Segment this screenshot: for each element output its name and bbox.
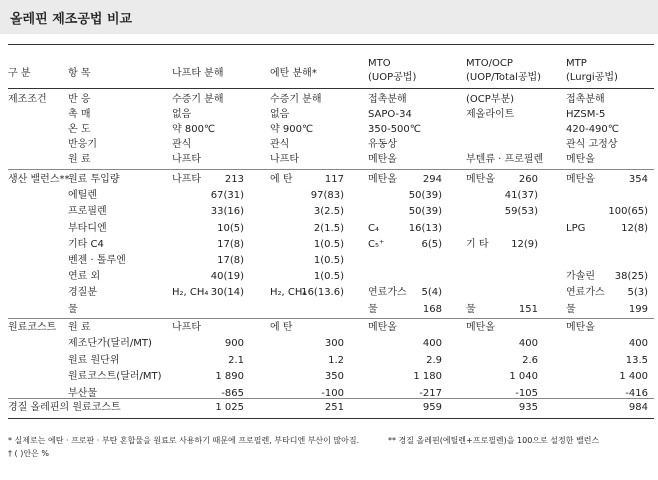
balance-ethane-value: 3(2.5) bbox=[313, 206, 344, 218]
total-mto: 959 bbox=[422, 402, 442, 413]
balance-ethane-value: 97(83) bbox=[310, 190, 344, 202]
balance-ocp-label: 물 bbox=[466, 303, 476, 315]
condition-naphtha: 약 800℃ bbox=[172, 124, 216, 135]
condition-ethane: 나프타 bbox=[270, 154, 299, 165]
total-label: 경질 올레핀의 원료코스트 bbox=[8, 402, 121, 413]
condition-mtp: 관식 고정상 bbox=[566, 139, 618, 150]
balance-ocp-value: 151 bbox=[518, 303, 538, 315]
cost-mto: 메탄올 bbox=[368, 322, 397, 333]
balance-item: 벤젠 · 톨루엔 bbox=[68, 255, 126, 266]
balance-item: 프로필렌 bbox=[68, 206, 107, 218]
cost-mtp: 1 400 bbox=[619, 371, 648, 383]
condition-item: 반 응 bbox=[68, 94, 91, 105]
balance-mto-value: 50(39) bbox=[408, 190, 442, 202]
header-mto-sub: (UOP공법) bbox=[368, 72, 417, 83]
cost-item: 원료 원단위 bbox=[68, 354, 120, 366]
balance-mto-value: 294 bbox=[422, 174, 442, 185]
condition-naphtha: 없음 bbox=[172, 109, 192, 120]
condition-mtp: 접촉분해 bbox=[566, 94, 605, 105]
balance-mto-value: 6(5) bbox=[421, 238, 442, 250]
condition-mto: SAPO-34 bbox=[368, 109, 412, 120]
balance-mto-label: 메탄올 bbox=[368, 174, 397, 185]
cost-naphtha: 900 bbox=[224, 338, 244, 350]
balance-mtp-label: 가솔린 bbox=[566, 271, 595, 283]
total-mtp: 984 bbox=[628, 402, 648, 413]
balance-item: 물 bbox=[68, 303, 78, 315]
cost-ethane: 300 bbox=[324, 338, 344, 350]
section-divider bbox=[8, 169, 654, 170]
cost-mtp: 메탄올 bbox=[566, 322, 595, 333]
balance-mtp-value: 38(25) bbox=[614, 271, 648, 283]
balance-naphtha-value: 30(14) bbox=[210, 287, 244, 299]
balance-item: 에틸렌 bbox=[68, 190, 97, 202]
balance-ethane-value: 2(1.5) bbox=[313, 222, 344, 234]
balance-mto-value: 168 bbox=[422, 303, 442, 315]
header-mtp: MTP bbox=[566, 58, 587, 69]
header-mto-ocp-sub: (UOP/Total공법) bbox=[466, 72, 542, 83]
balance-mto-label: 물 bbox=[368, 303, 378, 315]
section-divider bbox=[8, 318, 654, 319]
condition-ethane: 없음 bbox=[270, 109, 290, 120]
balance-ocp-value: 59(53) bbox=[504, 206, 538, 218]
cost-ocp: -105 bbox=[515, 387, 538, 399]
condition-ocp: 부텐류 · 프로필렌 bbox=[466, 154, 544, 165]
cost-mtp: 400 bbox=[628, 338, 648, 350]
section-label-cost: 원료코스트 bbox=[8, 322, 57, 333]
balance-ocp-label: 기 타 bbox=[466, 238, 489, 250]
cost-item: 원료코스트(달러/MT) bbox=[68, 371, 162, 383]
header-ethane: 에탄 분해* bbox=[270, 68, 317, 79]
balance-mtp-label: 메탄올 bbox=[566, 174, 595, 185]
cost-naphtha: 나프타 bbox=[172, 322, 201, 333]
cost-mto: -217 bbox=[419, 387, 442, 399]
balance-mto-value: 5(4) bbox=[421, 287, 442, 299]
total-ocp: 935 bbox=[518, 402, 538, 413]
balance-mtp-label: 연료가스 bbox=[566, 287, 605, 299]
balance-ocp-label: 메탄올 bbox=[466, 174, 495, 185]
balance-mto-label: C₄ bbox=[368, 222, 379, 234]
cost-naphtha: -865 bbox=[221, 387, 244, 399]
cost-mto: 400 bbox=[422, 338, 442, 350]
condition-ethane: 관식 bbox=[270, 139, 290, 150]
balance-item: 원료 투입량 bbox=[68, 174, 120, 185]
cost-mto: 2.9 bbox=[426, 354, 442, 366]
condition-ethane: 수증기 분해 bbox=[270, 94, 322, 105]
balance-mtp-value: 100(65) bbox=[608, 206, 648, 218]
cost-ethane: 1.2 bbox=[328, 354, 344, 366]
cost-ethane: -100 bbox=[321, 387, 344, 399]
section-label-condition: 제조조건 bbox=[8, 94, 47, 105]
total-ethane: 251 bbox=[324, 402, 344, 413]
balance-mto-value: 50(39) bbox=[408, 206, 442, 218]
balance-naphtha-label: 나프타 bbox=[172, 174, 201, 185]
balance-ethane-value: 1(0.5) bbox=[313, 238, 344, 250]
condition-naphtha: 나프타 bbox=[172, 154, 201, 165]
cost-item: 제조단가(달러/MT) bbox=[68, 338, 152, 350]
total-naphtha: 1 025 bbox=[215, 402, 244, 413]
balance-item: 부타디엔 bbox=[68, 222, 107, 234]
cost-ocp: 400 bbox=[518, 338, 538, 350]
condition-item: 원 료 bbox=[68, 154, 91, 165]
condition-item: 촉 매 bbox=[68, 109, 91, 120]
title-bar bbox=[0, 0, 658, 34]
header-bottom-border bbox=[8, 88, 654, 89]
condition-mto: 유동상 bbox=[368, 139, 397, 150]
balance-naphtha-label: H₂, CH₄ bbox=[172, 287, 209, 299]
balance-item: 경질분 bbox=[68, 287, 97, 299]
balance-item: 기타 C4 bbox=[68, 238, 104, 250]
balance-naphtha-value: 40(19) bbox=[210, 271, 244, 283]
balance-mto-value: 16(13) bbox=[408, 222, 442, 234]
balance-mto-label: 연료가스 bbox=[368, 287, 407, 299]
cost-naphtha: 1 890 bbox=[215, 371, 244, 383]
cost-ethane: 350 bbox=[324, 371, 344, 383]
condition-mto: 접촉분해 bbox=[368, 94, 407, 105]
balance-mtp-value: 12(8) bbox=[621, 222, 648, 234]
balance-ethane-value: 117 bbox=[324, 174, 344, 185]
balance-mto-label: C₅⁺ bbox=[368, 238, 385, 250]
balance-mtp-label: LPG bbox=[566, 222, 586, 234]
cost-ocp: 1 040 bbox=[509, 371, 538, 383]
balance-ethane-value: 16(13.6) bbox=[301, 287, 344, 299]
header-item: 항 목 bbox=[68, 68, 91, 79]
balance-ocp-value: 260 bbox=[518, 174, 538, 185]
balance-ethane-label: H₂, CH₄ bbox=[270, 287, 307, 299]
cost-item: 부산물 bbox=[68, 387, 97, 399]
header-naphtha: 나프타 분해 bbox=[172, 68, 224, 79]
balance-ethane-value: 1(0.5) bbox=[313, 255, 344, 266]
balance-mtp-label: 물 bbox=[566, 303, 576, 315]
cost-item: 원 료 bbox=[68, 322, 91, 333]
balance-naphtha-value: 213 bbox=[224, 174, 244, 185]
cost-ocp: 메탄올 bbox=[466, 322, 495, 333]
condition-mtp: HZSM-5 bbox=[566, 109, 606, 120]
balance-ethane-label: 에 탄 bbox=[270, 174, 293, 185]
balance-naphtha-value: 17(8) bbox=[217, 255, 244, 266]
condition-naphtha: 수증기 분해 bbox=[172, 94, 224, 105]
balance-mtp-value: 5(3) bbox=[627, 287, 648, 299]
balance-naphtha-value: 67(31) bbox=[210, 190, 244, 202]
condition-item: 반응기 bbox=[68, 139, 97, 150]
cost-naphtha: 2.1 bbox=[228, 354, 244, 366]
section-label-balance: 생산 밸런스** bbox=[8, 174, 70, 185]
header-mto-ocp: MTO/OCP bbox=[466, 58, 513, 69]
cost-mto: 1 180 bbox=[413, 371, 442, 383]
header-category: 구 분 bbox=[8, 68, 31, 79]
condition-ocp: (OCP부분) bbox=[466, 94, 515, 105]
section-divider bbox=[8, 398, 654, 399]
balance-naphtha-value: 17(8) bbox=[217, 238, 244, 250]
cost-ocp: 2.6 bbox=[522, 354, 538, 366]
table-top-border bbox=[8, 44, 654, 45]
footnote-2: ** 경질 올레핀(에틸렌+프로필렌)을 100으로 설정한 밸런스 bbox=[388, 436, 600, 445]
header-mtp-sub: (Lurgi공법) bbox=[566, 72, 618, 83]
condition-mto: 메탄올 bbox=[368, 154, 397, 165]
table-bottom-border bbox=[8, 418, 654, 419]
condition-mtp: 메탄올 bbox=[566, 154, 595, 165]
balance-mtp-value: 199 bbox=[628, 303, 648, 315]
condition-item: 온 도 bbox=[68, 124, 91, 135]
condition-mto: 350-500℃ bbox=[368, 124, 422, 135]
balance-naphtha-value: 33(16) bbox=[210, 206, 244, 218]
page-title: 올레핀 제조공법 비교 bbox=[10, 12, 133, 27]
balance-ethane-value: 1(0.5) bbox=[313, 271, 344, 283]
balance-naphtha-value: 10(5) bbox=[217, 222, 244, 234]
condition-ethane: 약 900℃ bbox=[270, 124, 314, 135]
footnote-3: † ( )안은 % bbox=[8, 449, 49, 458]
balance-mtp-value: 354 bbox=[628, 174, 648, 185]
cost-ethane: 에 탄 bbox=[270, 322, 293, 333]
header-mto: MTO bbox=[368, 58, 391, 69]
cost-mtp: -416 bbox=[625, 387, 648, 399]
condition-ocp: 제올라이트 bbox=[466, 109, 515, 120]
cost-mtp: 13.5 bbox=[625, 354, 648, 366]
condition-mtp: 420-490℃ bbox=[566, 124, 620, 135]
balance-ocp-value: 41(37) bbox=[504, 190, 538, 202]
balance-ocp-value: 12(9) bbox=[511, 238, 538, 250]
balance-item: 연료 외 bbox=[68, 271, 101, 283]
footnote-1: * 실제로는 에탄 · 프로판 · 부탄 혼합물을 원료로 사용하기 때문에 프로필렌, 부타디엔 부산이 많아짐. bbox=[8, 436, 360, 445]
condition-naphtha: 관식 bbox=[172, 139, 192, 150]
